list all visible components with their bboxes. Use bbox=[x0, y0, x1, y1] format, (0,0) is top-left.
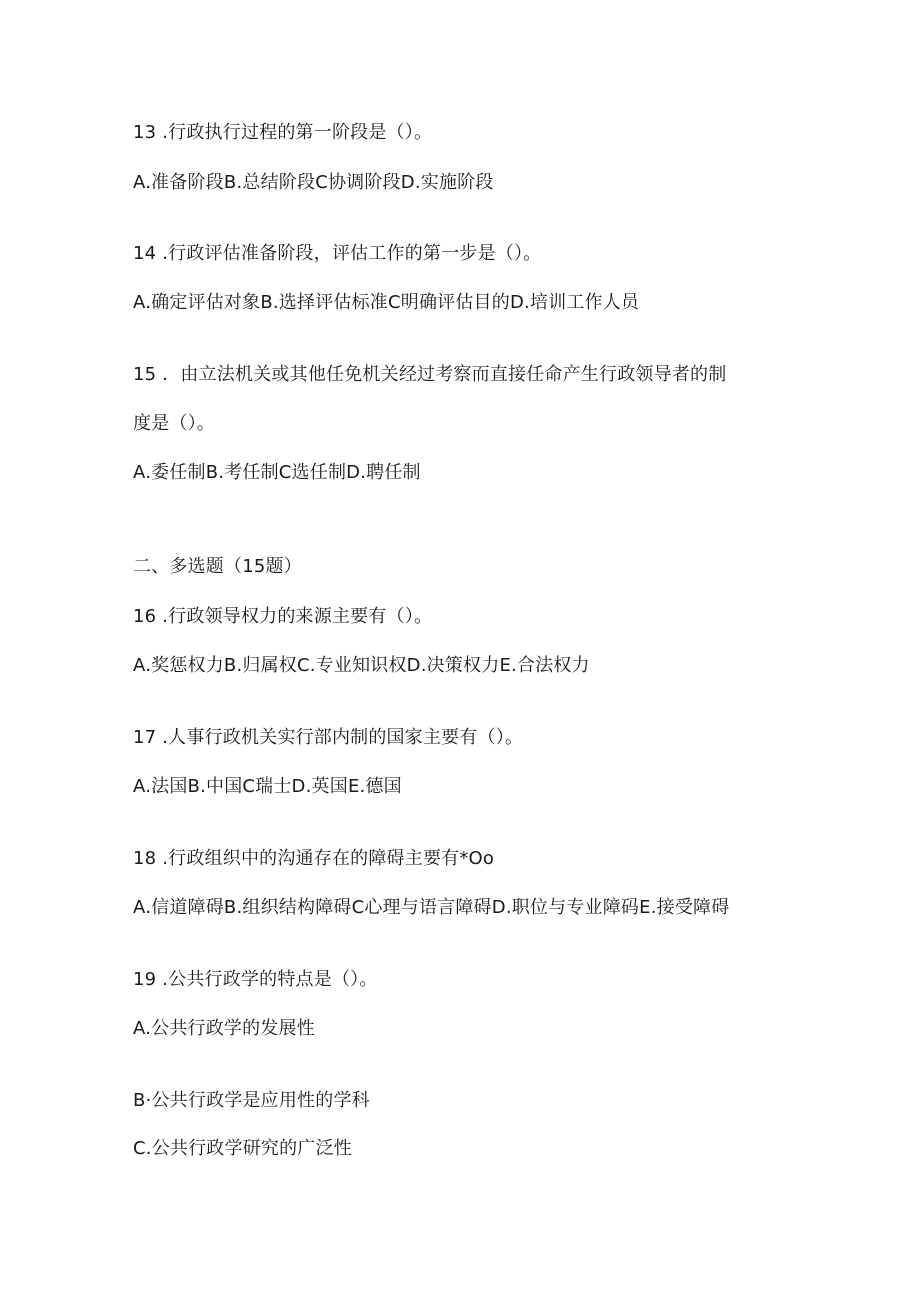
question-15: 15 ．由立法机关或其他任免机关经过考察而直接任命产生行政领导者的制 bbox=[133, 364, 727, 385]
question-14: 14 .行政评估准备阶段，评估工作的第一步是（）。 bbox=[133, 243, 542, 264]
question-18-options: A.信道障碍B.组织结构障碍C心理与语言障碍D.职位与专业障码E.接受障碍 bbox=[133, 897, 730, 918]
question-15-options: A.委任制B.考任制C选任制D.聘任制 bbox=[133, 462, 421, 483]
section-heading-multiple-choice: 二、多选题（15题） bbox=[133, 556, 302, 577]
question-16-options: A.奖惩权力B.归属权C.专业知识权D.决策权力E.合法权力 bbox=[133, 655, 590, 676]
question-18: 18 .行政组织中的沟通存在的障碍主要有*Oo bbox=[133, 848, 495, 869]
question-16: 16 .行政领导权力的来源主要有（）。 bbox=[133, 606, 433, 627]
question-19: 19 .公共行政学的特点是（）。 bbox=[133, 969, 378, 990]
question-13: 13 .行政执行过程的第一阶段是（）。 bbox=[133, 122, 433, 143]
question-17-options: A.法国B.中国C瑞士D.英国E.德国 bbox=[133, 776, 402, 797]
question-13-options: A.准备阶段B.总结阶段C协调阶段D.实施阶段 bbox=[133, 172, 494, 193]
question-19-option-a: A.公共行政学的发展性 bbox=[133, 1018, 315, 1039]
question-14-options: A.确定评估对象B.选择评估标准C明确评估目的D.培训工作人员 bbox=[133, 292, 640, 313]
question-15-continued: 度是（）。 bbox=[133, 413, 215, 434]
question-17: 17 .人事行政机关实行部内制的国家主要有（）。 bbox=[133, 727, 524, 748]
question-19-option-b: B·公共行政学是应用性的学科 bbox=[133, 1090, 370, 1111]
question-19-option-c: C.公共行政学研究的广泛性 bbox=[133, 1138, 352, 1159]
